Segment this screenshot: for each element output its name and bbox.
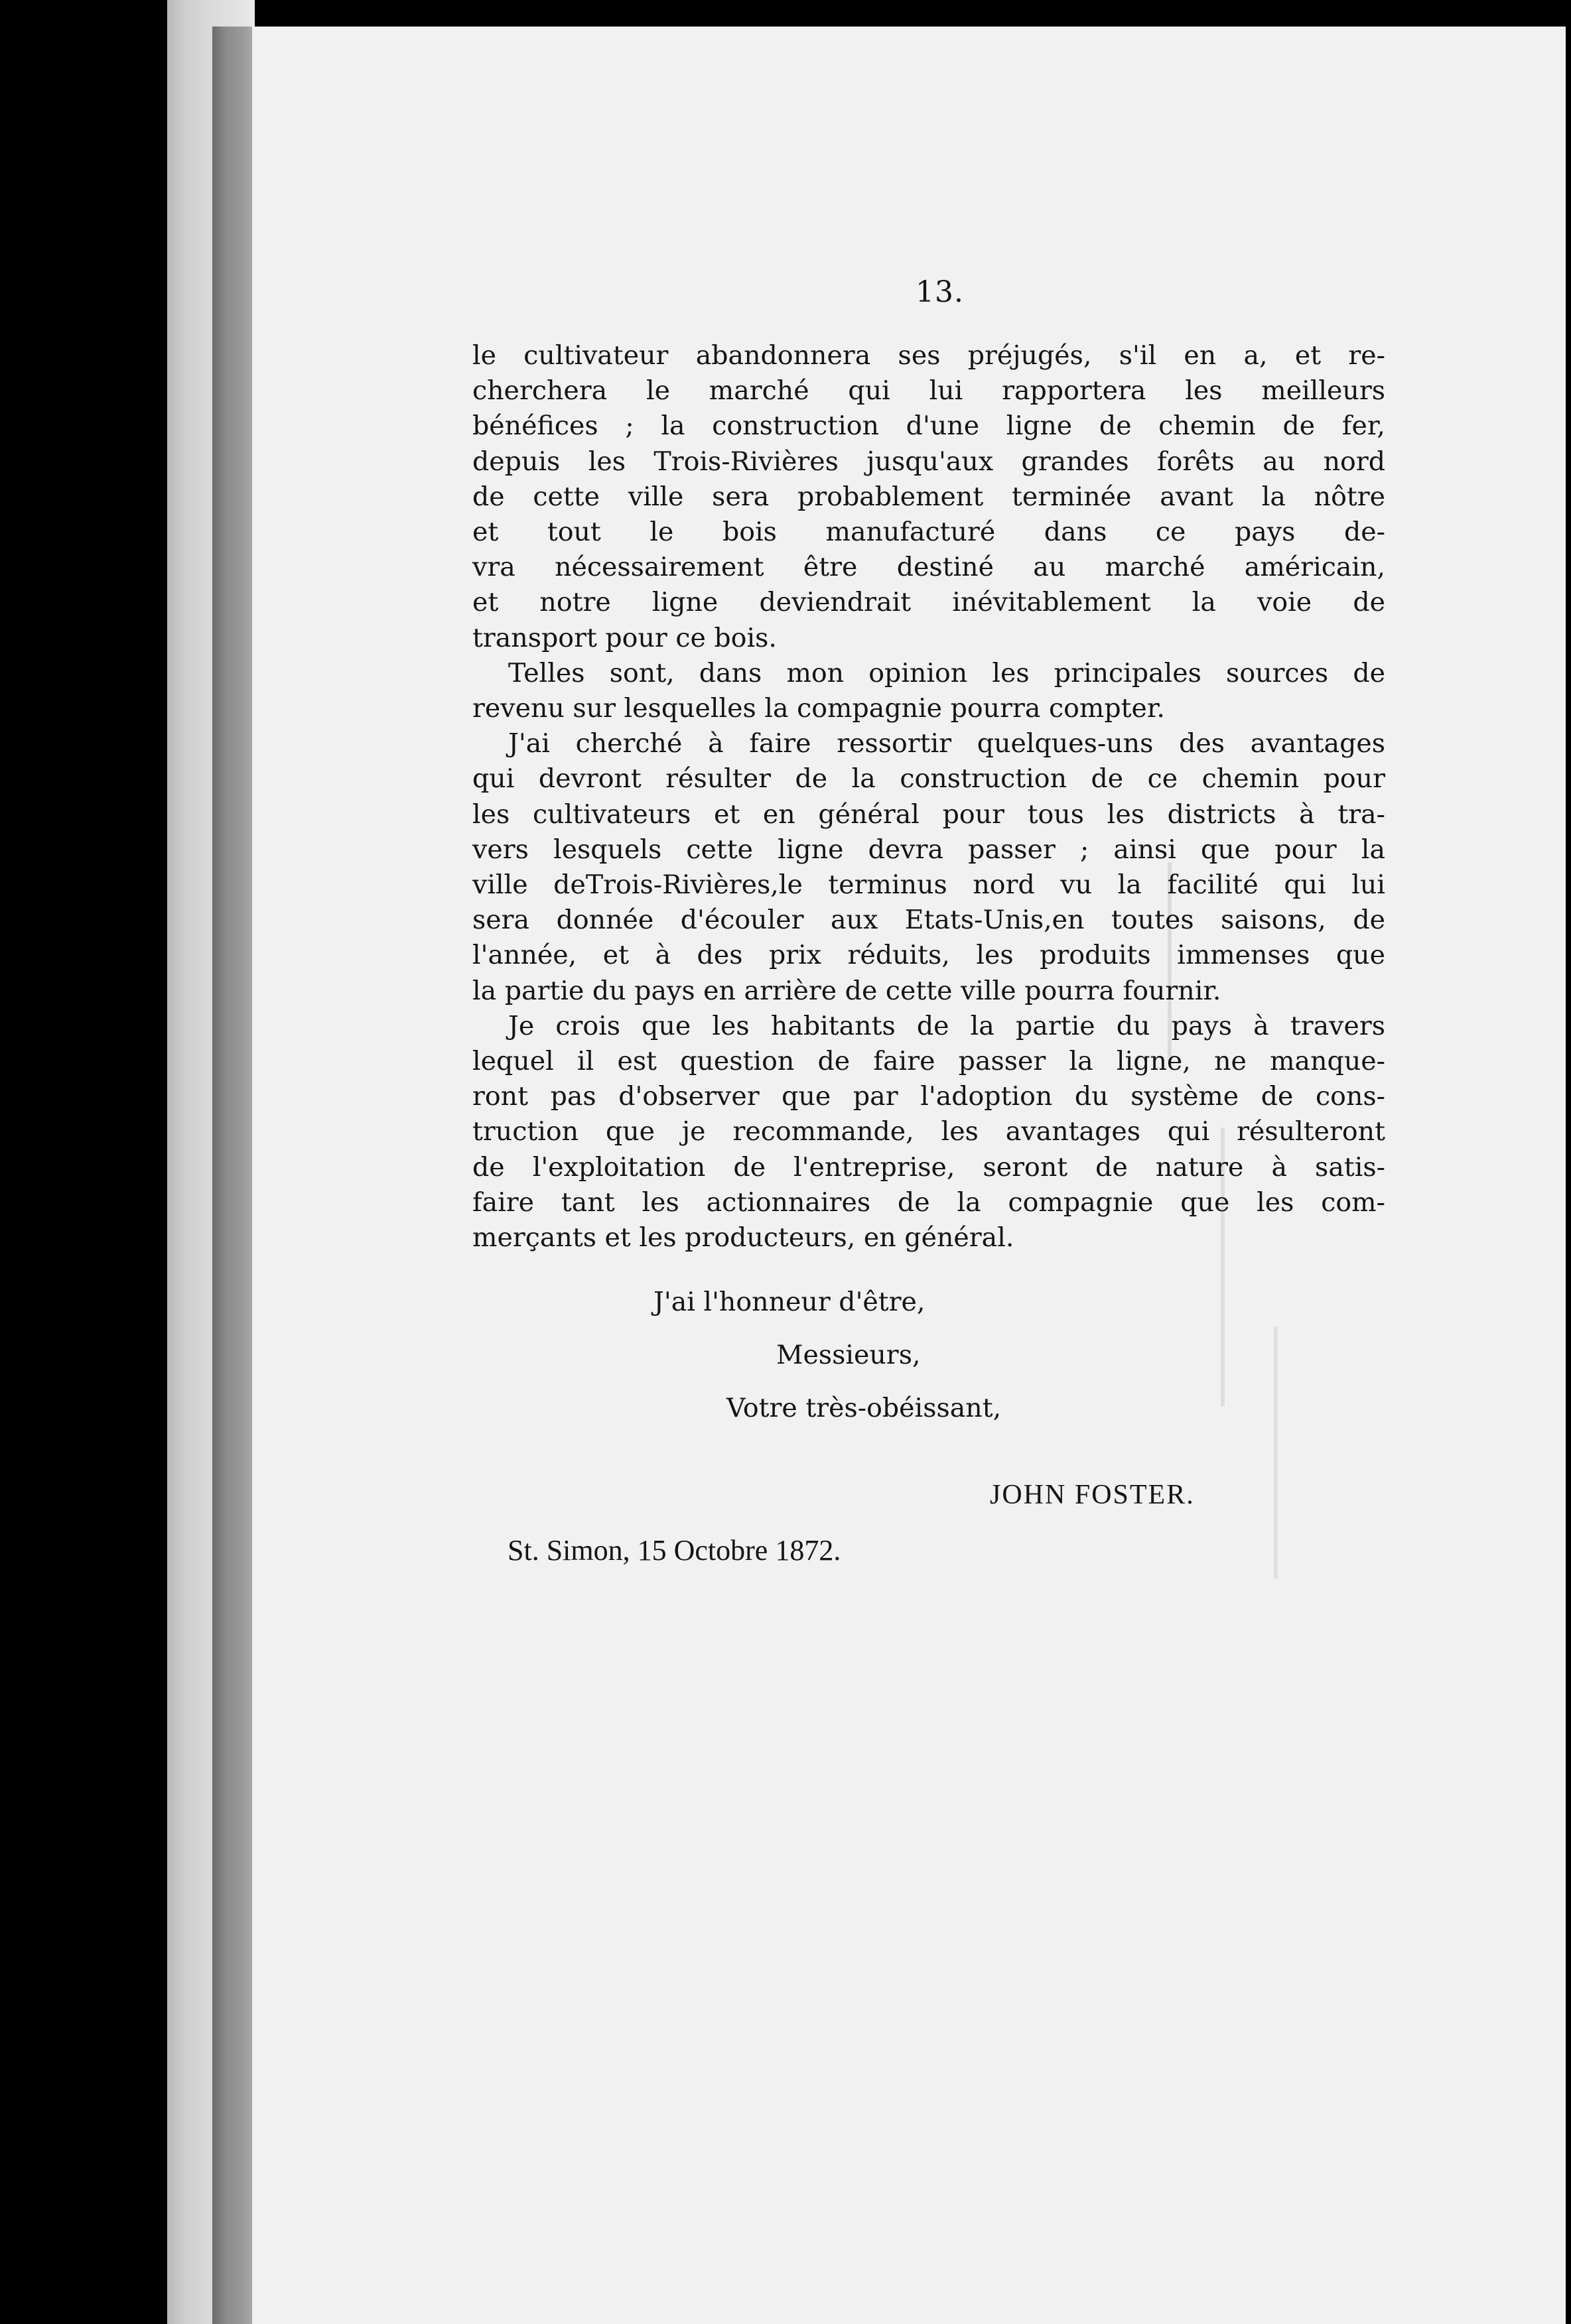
text-line: de cette ville sera probablement terminée avant la nôtre [472,481,1385,512]
text-line: la partie du pays en arrière de cette ville pourra fournir. [472,975,1221,1006]
text-line: vra nécessairement être destiné au marché américain, [472,552,1385,583]
text-line: les cultivateurs et en général pour tous les districts à tra- [472,799,1385,830]
text-line: de l'exploitation de l'entreprise, seront de nature à satis- [472,1151,1385,1183]
text-line: J'ai cherché à faire ressortir quelques-uns des avantages [508,728,1385,759]
text-line: depuis les Trois-Rivières jusqu'aux grandes forêts au nord [472,446,1385,477]
text-line: sera donnée d'écouler aux Etats-Unis,en toutes saisons, de [472,905,1385,936]
salutation: J'ai l'honneur d'être, [653,1287,925,1317]
text-line: ront pas d'observer que par l'adoption du système de cons- [472,1081,1385,1112]
text-line: cherchera le marché qui lui rapportera les meilleurs [472,375,1385,407]
text-line: truction que je recommande, les avantages qui résulteront [472,1116,1385,1147]
text-line: l'année, et à des prix réduits, les produits immenses que [472,940,1385,971]
addressee: Messieurs, [776,1340,921,1370]
text-line: vers lesquels cette ligne devra passer ; ainsi que pour la [472,834,1385,865]
page-number: 13. [916,275,964,309]
text-line: revenu sur lesquelles la compagnie pourra compter. [472,693,1165,724]
text-line: le cultivateur abandonnera ses préjugés, s'il en a, et re- [472,340,1385,371]
text-line: lequel il est question de faire passer la ligne, ne manque- [472,1046,1385,1077]
text-line: transport pour ce bois. [472,622,777,653]
place-date: St. Simon, 15 Octobre 1872. [508,1534,841,1567]
text-line: Telles sont, dans mon opinion les principales sources de [508,657,1385,688]
text-line: merçants et les producteurs, en général. [472,1222,1014,1254]
body-text [472,338,1385,1256]
text-line: bénéfices ; la construction d'une ligne de chemin de fer, [472,411,1385,442]
text-line: et tout le bois manufacturé dans ce pays de- [472,517,1385,548]
complimentary-close: Votre très-obéissant, [726,1393,1002,1423]
signature: JOHN FOSTER. [990,1480,1195,1510]
text-line: Je crois que les habitants de la partie du pays à travers [508,1010,1385,1041]
text-line: ville deTrois-Rivières,le terminus nord vu la facilité qui lui [472,870,1385,901]
text-line: faire tant les actionnaires de la compagnie que les com- [472,1187,1385,1218]
text-line: et notre ligne deviendrait inévitablement la voie de [472,587,1385,618]
text-line: qui devront résulter de la construction de ce chemin pour [472,763,1385,795]
bleed-through-mark [1274,1326,1278,1579]
